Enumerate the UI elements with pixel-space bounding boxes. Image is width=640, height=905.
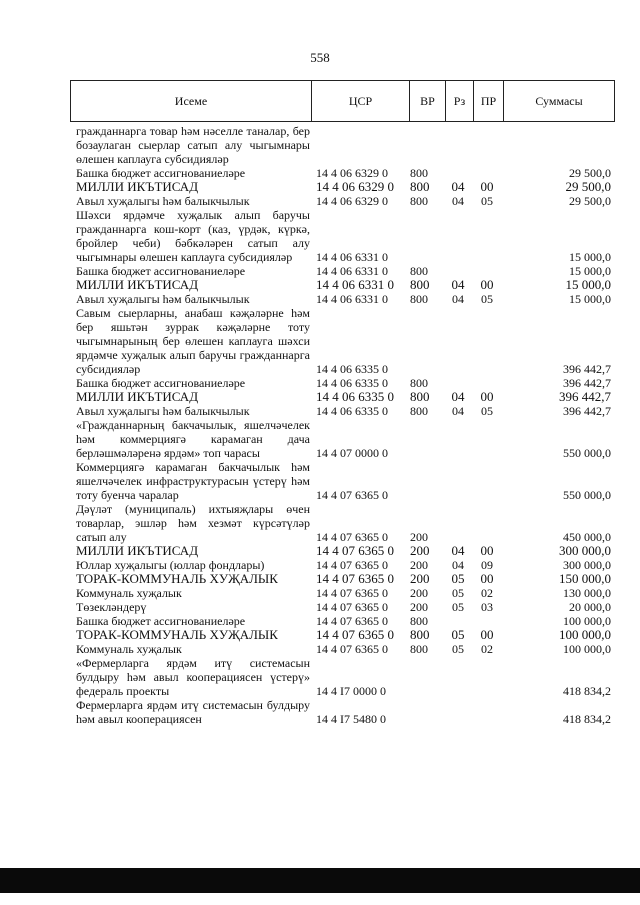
cell-name: Башка бюджет ассигнованиеләре <box>76 166 246 180</box>
cell-name: ТОРАК-КОММУНАЛЬ ХУҖАЛЫК <box>76 627 278 642</box>
cell-csr: 14 4 07 6365 0 <box>316 642 388 656</box>
cell-sum: 29 500,0 <box>569 194 611 208</box>
cell-csr: 14 4 07 6365 0 <box>316 488 388 502</box>
cell-name: Савым сыерларны, анабаш кәҗәләрне һәм бер яшьтән зуррак кәҗәләрне тоту чыгымнарының бер өлешен каплауга шәхси ярдәмче хуҗалык алып баручы гражданнарга субсидияләр <box>76 306 310 376</box>
cell-rz: 05 <box>452 642 464 656</box>
cell-pr: 05 <box>481 404 493 418</box>
scan-edge-bar <box>0 868 640 893</box>
cell-pr: 00 <box>480 179 494 194</box>
cell-name: ТОРАК-КОММУНАЛЬ ХУҖАЛЫК <box>76 571 278 586</box>
cell-vr: 800 <box>410 194 428 208</box>
cell-name: МИЛЛИ ИКЪТИСАД <box>76 389 199 404</box>
cell-name: Башка бюджет ассигнованиеләре <box>76 614 246 628</box>
cell-pr: 00 <box>480 571 494 586</box>
cell-rz: 04 <box>452 292 464 306</box>
cell-name: «Гражданнарның бакчачылык, яшелчәчелек һәм коммерциягә карамаган дача берләшмәләренә ярдәм» топ чарасы <box>76 418 310 460</box>
cell-sum: 15 000,0 <box>569 264 611 278</box>
cell-rz: 05 <box>451 571 465 586</box>
cell-sum: 15 000,0 <box>565 277 611 292</box>
header-pr: ПР <box>473 81 503 121</box>
table-row <box>70 376 615 390</box>
cell-name: Юллар хуҗалыгы (юллар фондлары) <box>76 558 265 572</box>
cell-csr: 14 4 07 6365 0 <box>316 571 394 586</box>
header-rz: Рз <box>445 81 473 121</box>
table-row <box>70 502 615 544</box>
cell-vr: 800 <box>410 179 430 194</box>
cell-csr: 14 4 06 6329 0 <box>316 166 388 180</box>
cell-name: Авыл хуҗалыгы һәм балыкчылык <box>76 292 250 306</box>
cell-pr: 03 <box>481 600 493 614</box>
cell-csr: 14 4 06 6335 0 <box>316 404 388 418</box>
cell-sum: 550 000,0 <box>563 488 611 502</box>
cell-sum: 20 000,0 <box>569 600 611 614</box>
cell-csr: 14 4 06 6329 0 <box>316 194 388 208</box>
cell-rz: 05 <box>451 627 465 642</box>
cell-sum: 15 000,0 <box>569 250 611 264</box>
cell-rz: 04 <box>451 179 465 194</box>
cell-sum: 130 000,0 <box>563 586 611 600</box>
cell-name: Коммерциягә карамаган бакчачылык һәм яшелчәчелек инфраструктурасын үстерү һәм тоту буенча чаралар <box>76 460 310 502</box>
cell-sum: 15 000,0 <box>569 292 611 306</box>
cell-csr: 14 4 06 6335 0 <box>316 376 388 390</box>
cell-sum: 300 000,0 <box>563 558 611 572</box>
header-sum: Суммасы <box>503 81 614 121</box>
cell-csr: 14 4 07 6365 0 <box>316 627 394 642</box>
table-row <box>70 292 615 306</box>
table-row <box>70 306 615 376</box>
cell-rz: 04 <box>452 558 464 572</box>
page-number: 558 <box>310 50 330 65</box>
cell-pr: 02 <box>481 642 493 656</box>
cell-rz: 04 <box>452 404 464 418</box>
table-row <box>70 264 615 278</box>
table-row <box>70 558 615 572</box>
cell-pr: 00 <box>480 277 494 292</box>
table-row <box>70 698 615 726</box>
cell-name: «Фермерларга ярдәм итү системасын булдыру һәм авыл кооперациясен үстерү» федераль проекты <box>76 656 310 698</box>
cell-csr: 14 4 06 6335 0 <box>316 362 388 376</box>
cell-csr: 14 4 07 6365 0 <box>316 586 388 600</box>
cell-csr: 14 4 07 0000 0 <box>316 446 388 460</box>
cell-vr: 200 <box>410 600 428 614</box>
cell-sum: 418 834,2 <box>563 712 611 726</box>
cell-csr: 14 4 I7 5480 0 <box>316 712 386 726</box>
table-row <box>70 656 615 698</box>
cell-csr: 14 4 06 6335 0 <box>316 389 394 404</box>
cell-pr: 02 <box>481 586 493 600</box>
table-row <box>70 278 615 292</box>
cell-rz: 05 <box>452 586 464 600</box>
table-row <box>70 124 615 166</box>
cell-sum: 100 000,0 <box>563 614 611 628</box>
cell-vr: 200 <box>410 571 430 586</box>
cell-name: МИЛЛИ ИКЪТИСАД <box>76 179 199 194</box>
cell-pr: 00 <box>480 543 494 558</box>
cell-csr: 14 4 06 6329 0 <box>316 179 394 194</box>
cell-vr: 800 <box>410 277 430 292</box>
table-row <box>70 544 615 558</box>
cell-csr: 14 4 06 6331 0 <box>316 277 394 292</box>
cell-sum: 100 000,0 <box>559 627 611 642</box>
cell-name: Шәхси ярдәмче хуҗалык алып баручы гражданнарга кош-корт (каз, үрдәк, күркә, бройлер чеби) бәбкәләрен сатып алу чыгымнары өлешен каплауга субсидияләр <box>76 208 310 264</box>
cell-rz: 04 <box>452 194 464 208</box>
table-row <box>70 194 615 208</box>
cell-pr: 00 <box>480 389 494 404</box>
table-row <box>70 572 615 586</box>
cell-vr: 800 <box>410 389 430 404</box>
cell-sum: 396 442,7 <box>563 376 611 390</box>
table-row <box>70 586 615 600</box>
cell-name: Авыл хуҗалыгы һәм балыкчылык <box>76 194 250 208</box>
cell-vr: 800 <box>410 292 428 306</box>
cell-vr: 200 <box>410 586 428 600</box>
cell-name: Төзекләндерү <box>76 600 147 614</box>
cell-vr: 800 <box>410 166 428 180</box>
cell-vr: 200 <box>410 530 428 544</box>
cell-vr: 800 <box>410 376 428 390</box>
cell-name: Дәүләт (муниципаль) ихтыяҗлары өчен товарлар, эшләр һәм хезмәт күрсәтүләр сатып алу <box>76 502 310 544</box>
cell-pr: 05 <box>481 194 493 208</box>
cell-sum: 29 500,0 <box>569 166 611 180</box>
cell-vr: 800 <box>410 264 428 278</box>
cell-vr: 800 <box>410 642 428 656</box>
cell-rz: 05 <box>452 600 464 614</box>
table-row <box>70 180 615 194</box>
cell-pr: 05 <box>481 292 493 306</box>
cell-name: МИЛЛИ ИКЪТИСАД <box>76 543 199 558</box>
cell-csr: 14 4 06 6331 0 <box>316 292 388 306</box>
header-vr: ВР <box>409 81 445 121</box>
cell-vr: 200 <box>410 558 428 572</box>
table-row <box>70 628 615 642</box>
cell-name: МИЛЛИ ИКЪТИСАД <box>76 277 199 292</box>
cell-sum: 396 442,7 <box>559 389 611 404</box>
cell-csr: 14 4 07 6365 0 <box>316 558 388 572</box>
table-row <box>70 614 615 628</box>
cell-sum: 29 500,0 <box>565 179 611 194</box>
cell-name: Коммуналь хуҗалык <box>76 586 182 600</box>
cell-sum: 418 834,2 <box>563 684 611 698</box>
table-header <box>70 80 615 122</box>
cell-sum: 100 000,0 <box>563 642 611 656</box>
cell-rz: 04 <box>451 389 465 404</box>
table-body <box>70 124 615 726</box>
cell-name: Фермерларга ярдәм итү системасын булдыру һәм авыл кооперациясен <box>76 698 310 726</box>
cell-csr: 14 4 07 6365 0 <box>316 530 388 544</box>
cell-sum: 550 000,0 <box>563 446 611 460</box>
cell-rz: 04 <box>451 543 465 558</box>
header-csr: ЦСР <box>311 81 409 121</box>
table-row <box>70 166 615 180</box>
table-row <box>70 642 615 656</box>
cell-pr: 09 <box>481 558 493 572</box>
cell-name: Башка бюджет ассигнованиеләре <box>76 376 246 390</box>
table-row <box>70 390 615 404</box>
header-name: Исеме <box>174 94 208 108</box>
table-row <box>70 208 615 264</box>
cell-rz: 04 <box>451 277 465 292</box>
cell-name: Коммуналь хуҗалык <box>76 642 182 656</box>
cell-vr: 200 <box>410 543 430 558</box>
cell-pr: 00 <box>480 627 494 642</box>
cell-vr: 800 <box>410 404 428 418</box>
cell-vr: 800 <box>410 627 430 642</box>
cell-sum: 150 000,0 <box>559 571 611 586</box>
cell-name: Авыл хуҗалыгы һәм балыкчылык <box>76 404 250 418</box>
cell-sum: 396 442,7 <box>563 404 611 418</box>
cell-name: гражданнарга товар һәм нәселле таналар, бер бозаулаган сыерлар сатып алу чыгымнары өлешен каплауга субсидияләр <box>76 124 310 166</box>
cell-csr: 14 4 07 6365 0 <box>316 543 394 558</box>
cell-csr: 14 4 07 6365 0 <box>316 614 388 628</box>
cell-sum: 300 000,0 <box>559 543 611 558</box>
cell-sum: 450 000,0 <box>563 530 611 544</box>
table-row <box>70 418 615 460</box>
cell-vr: 800 <box>410 614 428 628</box>
cell-csr: 14 4 06 6331 0 <box>316 264 388 278</box>
cell-csr: 14 4 07 6365 0 <box>316 600 388 614</box>
cell-csr: 14 4 I7 0000 0 <box>316 684 386 698</box>
cell-csr: 14 4 06 6331 0 <box>316 250 388 264</box>
table-row <box>70 600 615 614</box>
cell-sum: 396 442,7 <box>563 362 611 376</box>
table-row <box>70 404 615 418</box>
cell-name: Башка бюджет ассигнованиеләре <box>76 264 246 278</box>
table-row <box>70 460 615 502</box>
